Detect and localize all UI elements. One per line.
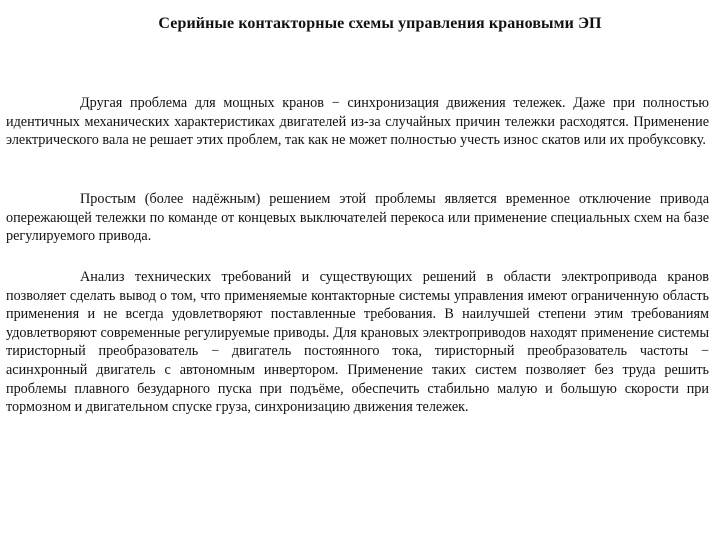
page-title: Серийные контакторные схемы управления крановыми ЭП [158,15,602,32]
paragraph-simple-solution: Простым (более надёжным) решением этой проблемы является временное отключение привода опережающей тележки по команде от концевых выключателей перекоса или применение специальных схем на базе регулируемого привода. [6,191,709,245]
paragraph-analysis: Анализ технических требований и существующих решений в области электропривода кранов позволяет сделать вывод о том, что применяемые контакторные системы управления имеют ограниченную область применения и не всегда удовлетворяют поставленные требования. В наилучшей степени этим требованиям удовлетворяют современные регулируемые приводы. Для крановых электроприводов находят применение системы тиристорный преобразователь − двигатель постоянного тока, тиристорный преобразователь частоты − асинхронный двигатель с автономным инвертором. Применение таких систем позволяет без труда решить проблемы плавного безударного пуска при подъёме, обеспечить стабильно малую и большую скорости при тормозном и двигательном спуске груза, синхронизацию движения тележек. [6,269,709,416]
paragraph-sync-problem: Другая проблема для мощных кранов − синхронизация движения тележек. Даже при полностью идентичных механических характеристиках двигателей из-за случайных причин тележки расходятся. Применение электрического вала не решает этих проблем, так как не может полностью учесть износ скатов или их пробуксовку. [6,95,709,149]
